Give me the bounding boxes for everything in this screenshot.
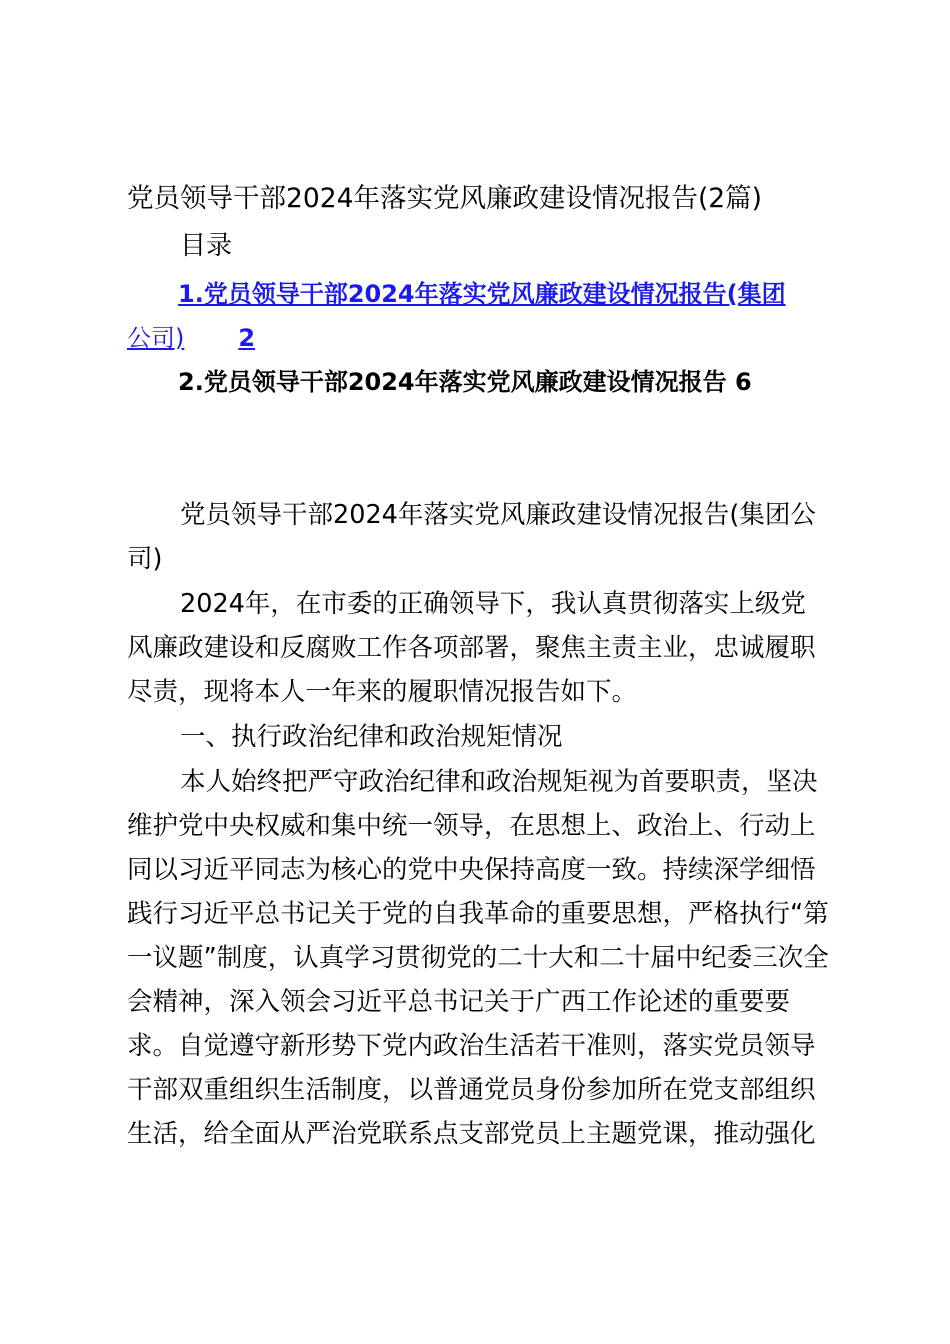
section-heading: 一、执行政治纪律和政治规矩情况 bbox=[180, 722, 563, 752]
paragraph-line: 同以习近平同志为核心的党中央保持高度一致。持续深学细悟 bbox=[127, 855, 816, 885]
toc-item-1-link-continued[interactable]: 公司) bbox=[127, 324, 185, 352]
toc-item-2-label[interactable]: 2.党员领导干部2024年落实党风廉政建设情况报告 bbox=[178, 368, 727, 396]
paragraph-line: 践行习近平总书记关于党的自我革命的重要思想，严格执行“第 bbox=[127, 899, 829, 929]
paragraph-line: 一议题”制度，认真学习贯彻党的二十大和二十届中纪委三次全 bbox=[127, 943, 829, 973]
paragraph-line: 尽责，现将本人一年来的履职情况报告如下。 bbox=[127, 677, 638, 707]
paragraph-line: 求。自觉遵守新形势下党内政治生活若干准则，落实党员领导 bbox=[127, 1031, 816, 1061]
paragraph-line: 会精神，深入领会习近平总书记关于广西工作论述的重要要 bbox=[127, 987, 791, 1017]
toc-item-1-link[interactable]: 1.党员领导干部2024年落实党风廉政建设情况报告(集团 bbox=[178, 280, 786, 308]
paragraph-line: 生活，给全面从严治党联系点支部党员上主题党课，推动强化 bbox=[127, 1119, 816, 1149]
toc-item-1-continued[interactable] bbox=[127, 320, 255, 356]
section-title-continued: 司) bbox=[127, 544, 163, 574]
toc-item-1[interactable] bbox=[178, 276, 786, 312]
paragraph-line: 维护党中央权威和集中统一领导，在思想上、政治上、行动上 bbox=[127, 811, 816, 841]
paragraph-line: 干部双重组织生活制度，以普通党员身份参加所在党支部组织 bbox=[127, 1075, 816, 1105]
document-title: 党员领导干部2024年落实党风廉政建设情况报告(2篇) bbox=[127, 183, 762, 214]
toc-item-1-page[interactable]: 2 bbox=[238, 324, 256, 352]
toc-heading: 目录 bbox=[180, 231, 233, 261]
paragraph-line: 本人始终把严守政治纪律和政治规矩视为首要职责，坚决 bbox=[180, 767, 818, 797]
section-title: 党员领导干部2024年落实党风廉政建设情况报告(集团公 bbox=[180, 500, 816, 530]
paragraph-line: 风廉政建设和反腐败工作各项部署，聚焦主责主业，忠诚履职 bbox=[127, 633, 816, 663]
toc-item-2[interactable] bbox=[178, 364, 752, 400]
paragraph-line: 2024年，在市委的正确领导下，我认真贯彻落实上级党 bbox=[180, 589, 806, 619]
toc-item-2-page[interactable]: 6 bbox=[734, 368, 752, 396]
